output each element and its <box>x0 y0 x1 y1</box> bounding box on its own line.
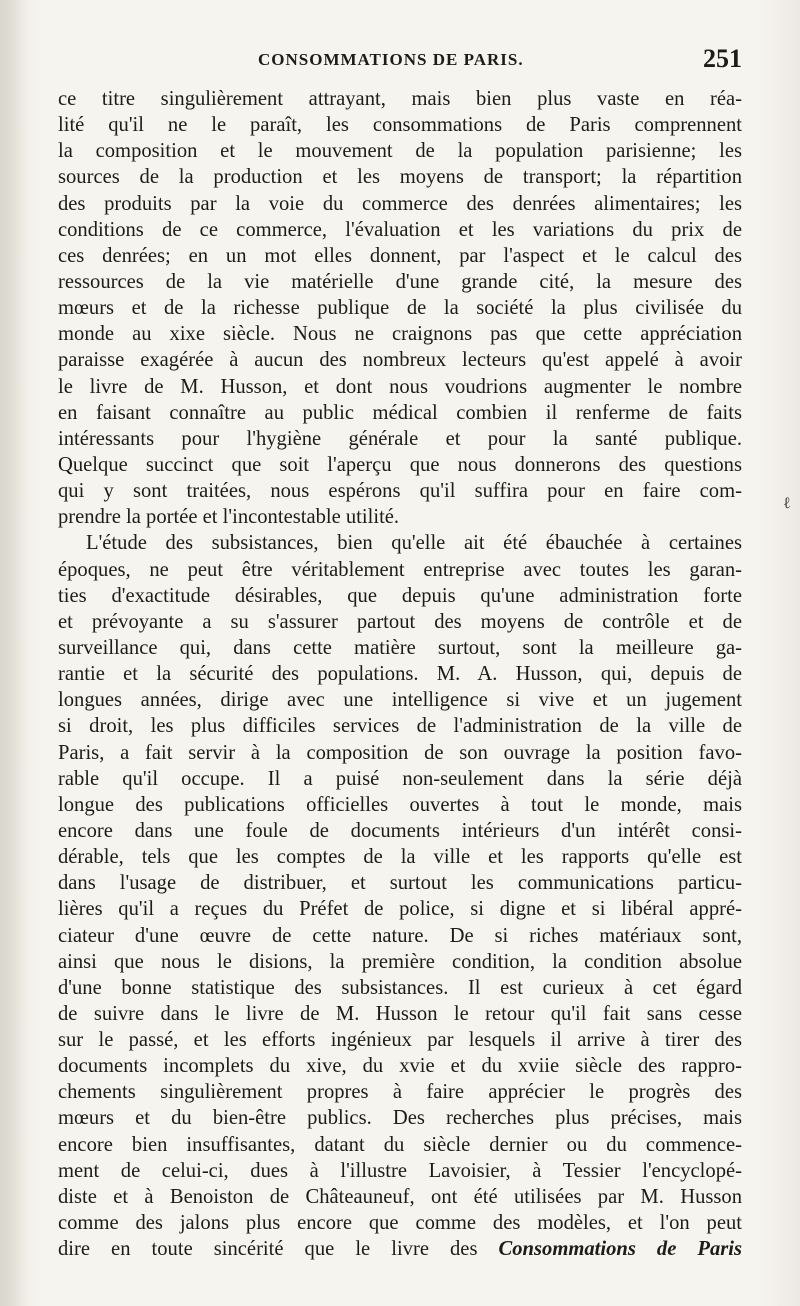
text-line: dans l'usage de distribuer, et surtout les communications particu- <box>58 872 742 895</box>
page-number: 251 <box>703 44 742 73</box>
text-line: sur le passé, et les efforts ingénieux par lesquels il arrive à tirer des <box>58 1029 742 1052</box>
text-line: conditions de ce commerce, l'évaluation et les variations du prix de <box>58 218 742 241</box>
text-line: dérable, tels que les comptes de la ville et les rapports qu'elle est <box>58 846 742 869</box>
text-line: mœurs et du bien-être publics. Des recherches plus précises, mais <box>58 1107 742 1130</box>
text-line: ces denrées; en un mot elles donnent, par l'aspect et le calcul des <box>58 244 742 267</box>
text-line: paraisse exagérée à aucun des nombreux lecteurs qu'est appelé à avoir <box>58 349 742 372</box>
text-line: sources de la production et les moyens de transport; la répartition <box>58 166 742 189</box>
text-line: ment de celui-ci, dues à l'illustre Lavoisier, à Tessier l'encyclopé- <box>58 1159 742 1182</box>
paragraph <box>58 530 742 1236</box>
text-line: de suivre dans le livre de M. Husson le retour qu'il fait sans cesse <box>58 1002 742 1025</box>
text-line: longue des publications officielles ouvertes à tout le monde, mais <box>58 793 742 816</box>
text-line: surveillance qui, dans cette matière surtout, sont la meilleure ga- <box>58 636 742 659</box>
book-title-italic: Consommations de Paris <box>498 1238 742 1261</box>
final-line-text: dire en toute sincérité que le livre des <box>58 1238 478 1261</box>
text-line: lité qu'il ne le paraît, les consommations de Paris comprennent <box>58 114 742 137</box>
body-text <box>58 86 742 1262</box>
text-line: et prévoyante a su s'assurer partout des moyens de contrôle et de <box>58 610 742 633</box>
page-binding-shadow <box>0 0 28 1306</box>
text-line: longues années, dirige avec une intelligence si vive et un jugement <box>58 689 742 712</box>
text-line: le livre de M. Husson, et dont nous voudrions augmenter le nombre <box>58 375 742 398</box>
text-line: encore bien insuffisantes, datant du siècle dernier ou du commence- <box>58 1133 742 1156</box>
text-line: comme des jalons plus encore que comme des modèles, et l'on peut <box>58 1212 742 1235</box>
paragraph <box>58 86 742 530</box>
text-line: rantie et la sécurité des populations. M. A. Husson, qui, depuis de <box>58 663 742 686</box>
page-header <box>58 44 742 78</box>
text-line: intéressants pour l'hygiène générale et pour la santé publique. <box>58 427 742 450</box>
text-line: rable qu'il occupe. Il a puisé non-seulement dans la série déjà <box>58 767 742 790</box>
text-line: ce titre singulièrement attrayant, mais bien plus vaste en réa- <box>58 88 742 110</box>
text-line: ciateur d'une œuvre de cette nature. De si riches matériaux sont, <box>58 924 742 947</box>
text-line: d'une bonne statistique des subsistances. Il est curieux à cet égard <box>58 976 742 999</box>
text-line: si droit, les plus difficiles services de l'administration de la ville de <box>58 715 742 738</box>
text-line: documents incomplets du xive, du xvie et du xviie siècle des rappro- <box>58 1055 742 1078</box>
text-line: monde au xixe siècle. Nous ne craignons pas que cette appréciation <box>58 323 742 346</box>
text-line: encore dans une foule de documents intérieurs d'un intérêt consi- <box>58 819 742 842</box>
text-line: Quelque succinct que soit l'aperçu que nous donnerons des questions <box>58 453 742 476</box>
text-line: en faisant connaître au public médical combien il renferme de faits <box>58 401 742 424</box>
text-line: la composition et le mouvement de la population parisienne; les <box>58 140 742 163</box>
text-line: des produits par la voie du commerce des denrées alimentaires; les <box>58 192 742 215</box>
text-line: prendre la portée et l'incontestable utilité. <box>58 506 400 529</box>
text-line: lières qu'il a reçues du Préfet de police, si digne et si libéral appré- <box>58 898 742 921</box>
text-line: époques, ne peut être véritablement entreprise avec toutes les garan- <box>58 558 742 581</box>
text-line: Paris, a fait servir à la composition de son ouvrage la position favo- <box>58 741 742 764</box>
text-line: qui y sont traitées, nous espérons qu'il suffira pour en faire com- <box>58 480 742 503</box>
text-line: mœurs et de la richesse publique de la société la plus civilisée du <box>58 297 742 320</box>
text-line: chements singulièrement propres à faire apprécier le progrès des <box>58 1081 742 1104</box>
text-line: ressources de la vie matérielle d'une grande cité, la mesure des <box>58 270 742 293</box>
text-line: diste et à Benoiston de Châteauneuf, ont été utilisées par M. Husson <box>58 1185 742 1208</box>
text-line: ainsi que nous le disions, la première condition, la condition absolue <box>58 950 742 973</box>
text-line: ties d'exactitude désirables, que depuis qu'une administration forte <box>58 584 742 607</box>
text-line-final <box>58 1236 742 1262</box>
running-head: CONSOMMATIONS DE PARIS. <box>258 50 524 69</box>
margin-annotation: ℓ <box>783 495 791 512</box>
text-line: L'étude des subsistances, bien qu'elle ait été ébauchée à certaines <box>86 532 742 555</box>
